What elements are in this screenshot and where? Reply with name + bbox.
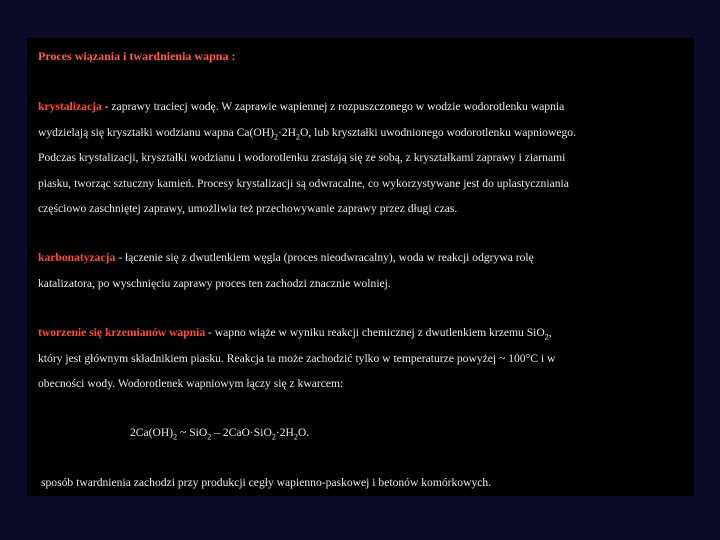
text-line <box>38 245 688 271</box>
term-silicates: tworzenie się krzemianów wapnia <box>38 326 206 339</box>
text-segment: - łączenie się z dwutlenkiem węgla (proces nieodwracalny), woda w reakcji odgrywa rolę <box>115 251 534 264</box>
subscript: 2 <box>207 432 212 442</box>
text-line <box>38 94 688 120</box>
formula-part: ~ SiO <box>177 426 208 439</box>
paragraph-carbonation <box>38 245 688 296</box>
text-line <box>38 120 688 146</box>
formula-part: – 2CaO·SiO <box>211 426 272 439</box>
text-line: Podczas krystalizacji, kryształki wodzianu i wodorotlenku zrastają się ze sobą, z kryształkami zaprawy i ziarnami <box>38 151 566 164</box>
slide <box>27 38 694 496</box>
subscript: 2 <box>296 131 301 141</box>
text-segment: wydzielają się kryształki wodzianu wapna Ca(OH) <box>38 125 274 139</box>
text-segment: - wapno wiąże w wyniku reakcji chemicznej z dwutlenkiem krzemu SiO <box>205 326 545 339</box>
subscript: 2 <box>544 332 549 342</box>
term-carbonation: karbonatyzacja <box>38 251 116 264</box>
text-line: częściowo zaschniętej zaprawy, umożliwia też przechowywanie zaprawy przez długi czas. <box>38 202 458 215</box>
text-line: obecności wody. Wodorotlenek wapniowym łączy się z kwarcem: <box>38 377 344 390</box>
text-segment: , <box>548 326 552 339</box>
formula-part: 2Ca(OH) <box>130 426 174 439</box>
slide-title: Proces wiązania i twardnienia wapna : <box>38 49 236 63</box>
subscript: 2 <box>173 432 178 442</box>
paragraph-crystallization <box>38 94 688 222</box>
subscript: 2 <box>273 131 278 141</box>
text-line <box>38 320 688 346</box>
text-segment: - zaprawy traciecj wodę. W zaprawie wapiennej z rozpuszczonego w wodzie wodorotlenku wapnia <box>101 100 565 113</box>
footer-note: sposób twardnienia zachodzi przy produkcji cegły wapienno-paskowej i betonów komórkowych. <box>41 476 492 489</box>
subscript: 2 <box>293 432 298 442</box>
text-line: katalizatora, po wyschnięciu zaprawy proces ten zachodzi znacznie wolniej. <box>38 276 391 290</box>
text-segment: O, lub kryształki uwodnionego wodorotlenku wapniowego. <box>300 125 576 139</box>
text-line: piasku, tworząc sztuczny kamień. Procesy krystalizacji są odwracalne, co wykorzystywane jest do uplastyczniania <box>38 176 569 190</box>
text-segment: ·2H <box>277 125 297 139</box>
paragraph-silicates <box>38 320 688 397</box>
subscript: 2 <box>271 432 276 442</box>
chemical-formula <box>130 426 310 442</box>
text-line: który jest głównym składnikiem piasku. Reakcja ta może zachodzić tylko w temperaturze powyżej ~ 100°C i w <box>38 351 556 365</box>
term-crystallization: krystalizacja <box>38 100 102 113</box>
formula-part: ·2H <box>275 426 294 439</box>
formula-part: O. <box>297 426 310 439</box>
